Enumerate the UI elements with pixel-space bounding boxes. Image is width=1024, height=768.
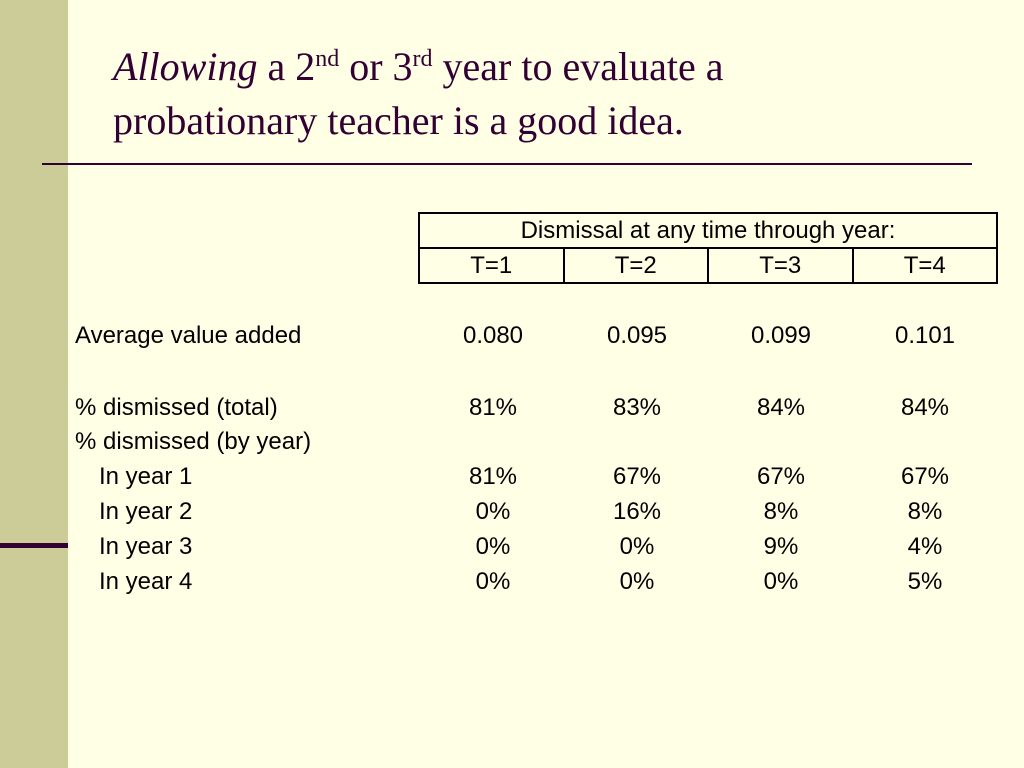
table-cell: 0%: [619, 533, 655, 560]
table-row-dismissed-total: [75, 391, 995, 425]
row-label: In year 4: [99, 568, 193, 595]
row-label: In year 1: [99, 463, 193, 490]
title-part-1: a 2: [257, 44, 316, 89]
table-cell: 0%: [475, 498, 511, 525]
title-italic: Allowing: [113, 44, 258, 89]
row-label: Average value added: [75, 322, 302, 349]
column-group-header: Dismissal at any time through year:: [419, 213, 997, 248]
table-cell: 67%: [756, 463, 806, 490]
table-row-average-value-added: [75, 319, 995, 353]
table-cell: 9%: [763, 533, 799, 560]
column-header-t3: T=3: [708, 248, 853, 283]
table-row-dismissed-by-year: [75, 425, 995, 459]
table-cell: 16%: [612, 498, 662, 525]
table-cell: 0%: [763, 568, 799, 595]
left-sidebar-band: [0, 0, 68, 768]
table-cell: 81%: [468, 463, 518, 490]
table-cell: 67%: [612, 463, 662, 490]
left-accent-line: [0, 543, 68, 548]
row-label: % dismissed (total): [75, 394, 278, 421]
table-cell: 84%: [756, 394, 806, 421]
title-sup-2: rd: [412, 46, 433, 72]
table-cell: 0%: [475, 568, 511, 595]
title-sup-1: nd: [315, 46, 340, 72]
table-row-year-1: [75, 460, 995, 494]
table-cell: 0%: [475, 533, 511, 560]
title-divider: [42, 163, 972, 165]
table-cell: 0%: [619, 568, 655, 595]
table-cell: 0.101: [894, 322, 956, 349]
table-cell: 0.080: [462, 322, 524, 349]
table-cell: 0.099: [750, 322, 812, 349]
table-cell: 4%: [907, 533, 943, 560]
table-cell: 81%: [468, 394, 518, 421]
table-cell: 83%: [612, 394, 662, 421]
column-header-t4: T=4: [853, 248, 998, 283]
table-cell: 0.095: [606, 322, 668, 349]
table-row-year-2: [75, 495, 995, 529]
table-row-year-4: [75, 565, 995, 599]
row-label: % dismissed (by year): [75, 428, 312, 455]
table-cell: 84%: [900, 394, 950, 421]
table-cell: 67%: [900, 463, 950, 490]
title-part-2: or 3: [339, 44, 413, 89]
column-header-t2: T=2: [564, 248, 709, 283]
column-header-table: [418, 212, 998, 284]
table-cell: 8%: [763, 498, 799, 525]
row-label: In year 2: [99, 498, 193, 525]
table-cell: 5%: [907, 568, 943, 595]
table-cell: 8%: [907, 498, 943, 525]
slide-title: [113, 40, 993, 148]
title-line-1: [113, 40, 993, 94]
title-part-3: year to evaluate a: [432, 44, 724, 89]
row-label: In year 3: [99, 533, 193, 560]
column-header-t1: T=1: [419, 248, 564, 283]
title-line-2: probationary teacher is a good idea.: [113, 98, 684, 143]
table-row-year-3: [75, 530, 995, 564]
